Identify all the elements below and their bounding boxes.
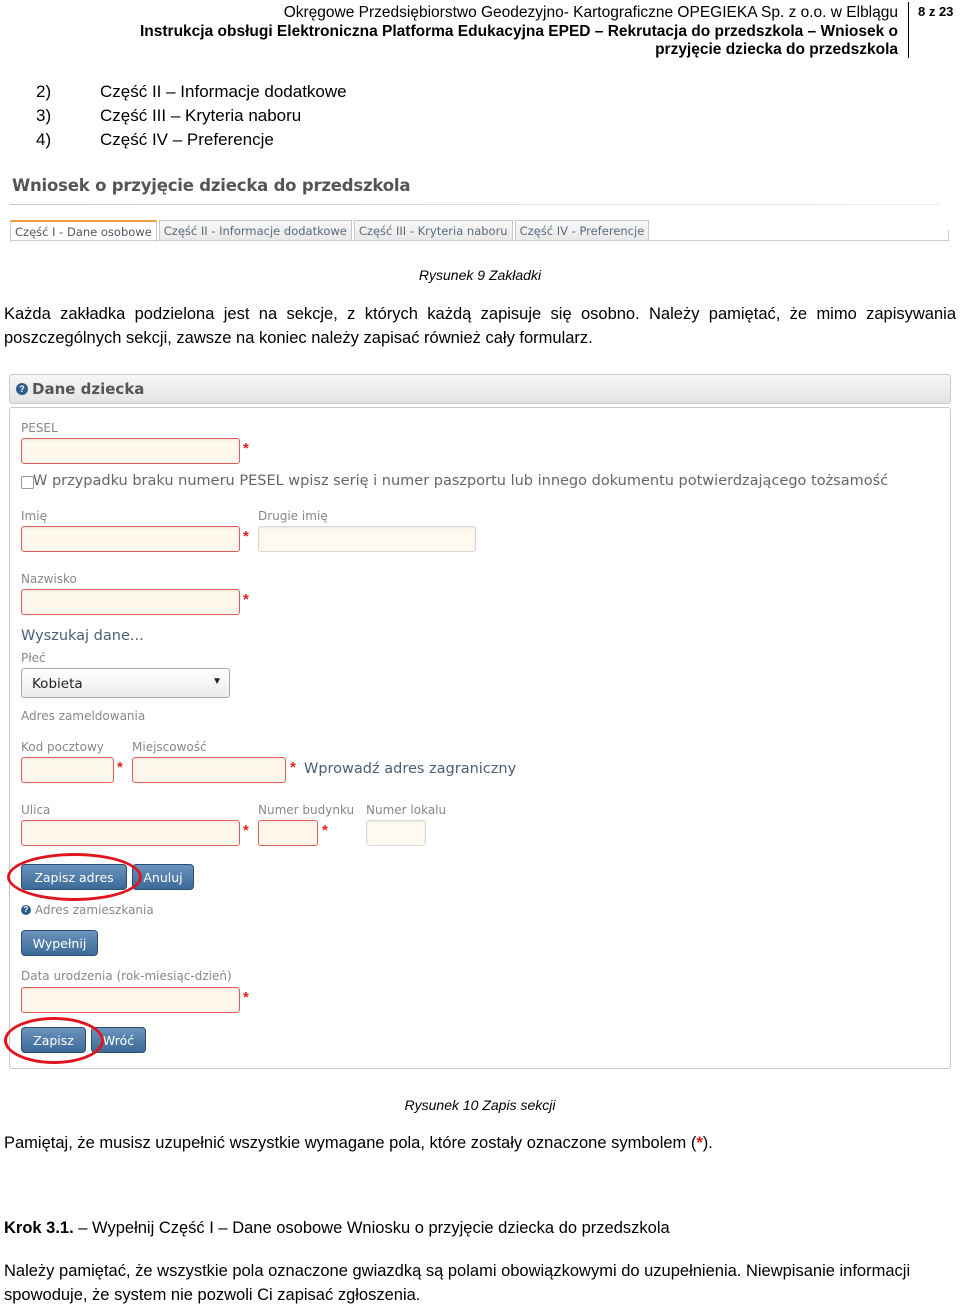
- list-item-number: 4): [36, 130, 52, 149]
- highlight-ring: [4, 1017, 104, 1064]
- panel-title: Dane dziecka: [32, 380, 145, 398]
- header-company: Okręgowe Przedsiębiorstwo Geodezyjno- Kartograficzne OPEGIEKA Sp. z o.o. w Elblągu: [283, 4, 898, 21]
- city-label: Miejscowość: [132, 740, 207, 754]
- gender-select[interactable]: [21, 668, 230, 698]
- save-address-button[interactable]: Zapisz adres: [21, 864, 127, 890]
- required-mark: *: [243, 822, 249, 839]
- paragraph-sections: Każda zakładka podzielona jest na sekcje, z których każdą zapisuje się osobno. Należy pamiętać, że mimo zapisywania poszczególnych sekcji, zawsze na koniec należy zapisać również cały formularz.: [4, 305, 956, 347]
- header-separator: [908, 2, 909, 58]
- second-name-input[interactable]: [258, 526, 476, 552]
- list-item-number: 2): [36, 82, 52, 101]
- figure1-caption: Rysunek 9 Zakładki: [418, 267, 542, 283]
- page-number: 8 z 23: [918, 4, 954, 19]
- tab-part-2[interactable]: Część II - Informacje dodatkowe: [159, 220, 352, 241]
- required-mark: *: [322, 822, 328, 839]
- panel-header[interactable]: [9, 374, 951, 404]
- building-number-input[interactable]: [258, 820, 318, 846]
- paragraph-required: [4, 1131, 956, 1155]
- tab-bar-end: [948, 230, 949, 242]
- postal-code-label: Kod pocztowy: [21, 740, 104, 754]
- fill-button[interactable]: Wypełnij: [21, 930, 98, 956]
- header-doc-line1: Instrukcja obsługi Elektroniczna Platforma Edukacyjna EPED – Rekrutacja do przedszkola – Wniosek o: [139, 22, 898, 40]
- surname-label: Nazwisko: [21, 572, 77, 586]
- list-item-number: 3): [36, 106, 52, 125]
- postal-code-input[interactable]: [21, 757, 114, 783]
- street-label: Ulica: [21, 803, 51, 817]
- first-name-label: Imię: [21, 509, 47, 523]
- required-mark: *: [243, 440, 249, 457]
- foreign-address-link[interactable]: Wprowadź adres zagraniczny: [304, 761, 517, 777]
- required-mark: *: [243, 989, 249, 1006]
- help-icon[interactable]: ?: [16, 383, 28, 395]
- header-doc-line2: przyjęcie dziecka do przedszkola: [655, 41, 898, 58]
- step-label: Krok 3.1.: [4, 1219, 74, 1237]
- gender-value: Kobieta: [32, 676, 83, 692]
- back-button[interactable]: Wróć: [91, 1027, 146, 1053]
- save-button[interactable]: Zapisz: [21, 1027, 86, 1053]
- birth-date-label: Data urodzenia (rok-miesiąc-dzień): [21, 969, 232, 983]
- building-number-label: Numer budynku: [258, 803, 355, 817]
- tab-part-3[interactable]: Część III - Kryteria naboru: [354, 220, 513, 241]
- required-mark: *: [117, 759, 123, 776]
- apartment-number-input[interactable]: [366, 820, 426, 846]
- form-title: Wniosek o przyjęcie dziecka do przedszkola: [12, 176, 411, 195]
- required-mark: *: [243, 591, 249, 608]
- pesel-label: PESEL: [21, 421, 58, 435]
- pesel-input[interactable]: [21, 438, 240, 464]
- paragraph-mandatory: Należy pamiętać, że wszystkie pola oznaczone gwiazdką są polami obowiązkowymi do uzupełnienia. Niewpisanie informacji spowoduje, że system nie pozwoli Ci zapisać zgłoszenia.: [4, 1262, 911, 1304]
- first-name-input[interactable]: [21, 526, 240, 552]
- registered-address-label: Adres zameldowania: [21, 709, 146, 723]
- surname-input[interactable]: [21, 589, 240, 615]
- second-name-label: Drugie imię: [258, 509, 328, 523]
- header-text: [140, 4, 898, 60]
- search-data-link[interactable]: Wyszukaj dane...: [21, 628, 144, 644]
- gender-label: Płeć: [21, 651, 46, 665]
- step-heading: [4, 1216, 956, 1240]
- list-item: [36, 80, 347, 104]
- tab-bar-baseline: [10, 240, 948, 241]
- cancel-button[interactable]: Anuluj: [132, 864, 194, 890]
- section-list: [36, 80, 347, 152]
- required-mark: *: [290, 759, 296, 776]
- list-item: [36, 104, 347, 128]
- street-input[interactable]: [21, 820, 240, 846]
- tab-part-1[interactable]: Część I - Dane osobowe: [10, 220, 157, 242]
- page-header: [0, 0, 960, 60]
- list-item-text: Część II – Informacje dodatkowe: [100, 82, 347, 101]
- chevron-down-icon: ▼: [212, 676, 222, 687]
- list-item-text: Część III – Kryteria naboru: [100, 106, 302, 125]
- help-icon[interactable]: ?: [21, 905, 31, 915]
- list-item: [36, 128, 347, 152]
- apartment-number-label: Numer lokalu: [366, 803, 447, 817]
- birth-date-input[interactable]: [21, 987, 240, 1013]
- required-symbol: *: [696, 1134, 703, 1152]
- required-text-after: ).: [702, 1134, 713, 1152]
- residence-address-label: Adres zamieszkania: [35, 903, 154, 917]
- required-mark: *: [243, 528, 249, 545]
- list-item-text: Część IV – Preferencje: [100, 130, 274, 149]
- tab-bar: [10, 220, 651, 242]
- tabs-screenshot: [10, 170, 950, 248]
- highlight-ring: [7, 853, 142, 901]
- city-input[interactable]: [132, 757, 286, 783]
- required-text-before: Pamiętaj, że musisz uzupełnić wszystkie wymagane pola, które zostały oznaczone symbolem (: [4, 1134, 697, 1152]
- title-divider: [10, 204, 940, 205]
- step-text: – Wypełnij Część I – Dane osobowe Wniosku o przyjęcie dziecka do przedszkola: [73, 1219, 670, 1237]
- tab-part-4[interactable]: Część IV - Preferencje: [515, 220, 650, 241]
- figure2-caption: Rysunek 10 Zapis sekcji: [404, 1097, 556, 1113]
- no-pesel-label: W przypadku braku numeru PESEL wpisz serię i numer paszportu lub innego dokumentu potwierdzającego tożsamość: [33, 473, 889, 489]
